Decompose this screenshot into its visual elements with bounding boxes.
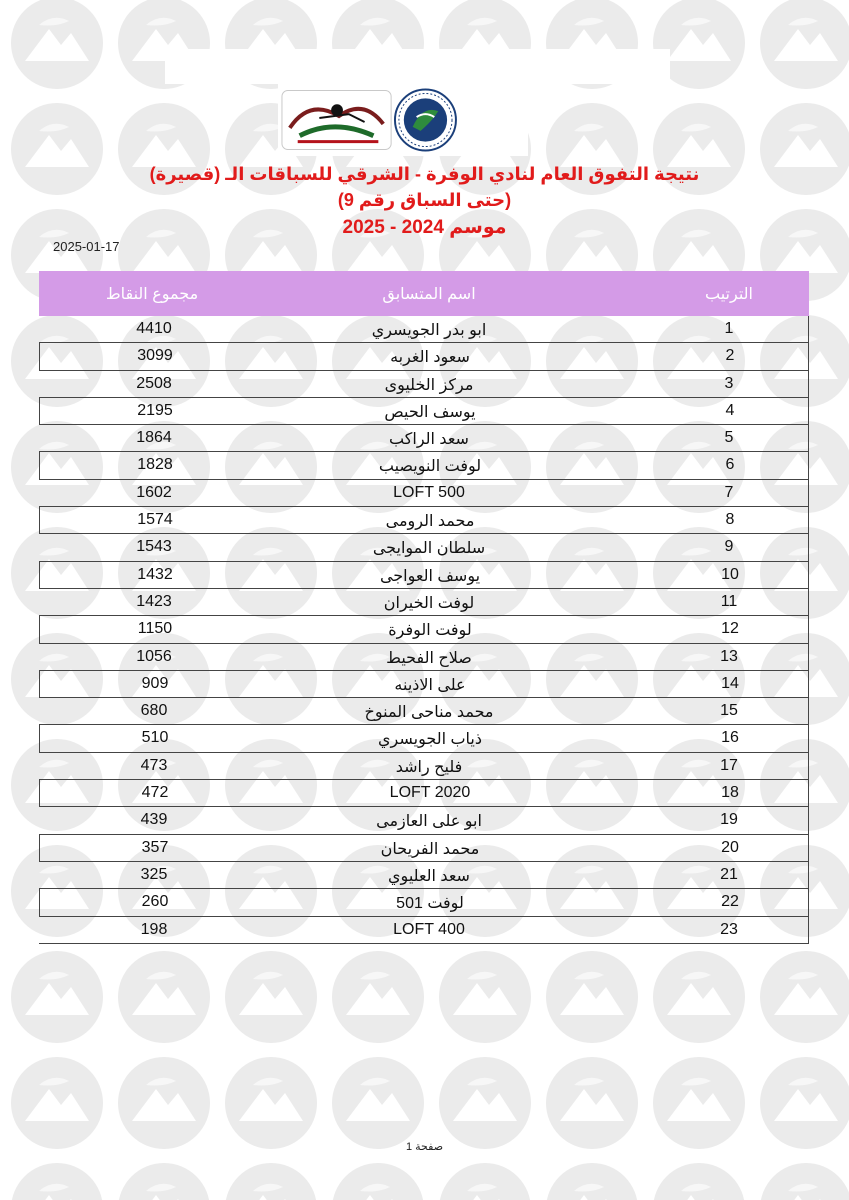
watermark-emblem — [760, 0, 849, 89]
cell-points: 357 — [141, 838, 169, 856]
cell-points: 1828 — [137, 456, 173, 474]
cell-rank: 11 — [720, 592, 738, 610]
table-row — [39, 835, 809, 862]
cell-rank: 4 — [725, 401, 735, 419]
cell-points: 260 — [141, 893, 169, 911]
cell-name: LOFT 400 — [393, 920, 465, 938]
header-points: مجموع النقاط — [105, 286, 199, 303]
cell-rank: 2 — [725, 347, 735, 365]
table-row — [39, 780, 809, 807]
cell-rank: 13 — [720, 647, 738, 665]
cell-points: 2508 — [136, 374, 172, 392]
watermark-emblem — [118, 951, 210, 1043]
cell-name: LOFT 2020 — [389, 784, 471, 802]
watermark-emblem — [225, 1163, 317, 1200]
cell-name: محمد مناحى المنوخ — [364, 704, 494, 722]
cell-name: LOFT 500 — [393, 483, 465, 501]
table-row — [39, 371, 809, 398]
cell-rank: 15 — [720, 702, 738, 720]
watermark-emblem — [760, 951, 849, 1043]
cell-name: ابو على العازمى — [376, 813, 482, 831]
cell-name: محمد الفريحان — [380, 840, 480, 858]
table-row — [39, 425, 809, 452]
cell-points: 472 — [141, 784, 169, 802]
table-body — [39, 316, 809, 944]
club-logo-icon — [280, 88, 393, 152]
cell-points: 1150 — [137, 620, 173, 638]
cell-rank: 19 — [720, 811, 738, 829]
cell-rank: 21 — [720, 865, 738, 883]
cell-rank: 5 — [724, 429, 734, 447]
cell-name: يوسف العواجى — [379, 567, 481, 585]
watermark-emblem — [653, 1057, 745, 1149]
cell-points: 1574 — [137, 511, 173, 529]
table-row — [39, 452, 809, 479]
report-title: نتيجة التفوق العام لنادي الوفرة - الشرقي للسباقات الـ (قصيرة) — [149, 164, 700, 184]
cell-name: على الاذينه — [394, 676, 466, 694]
watermark-emblem — [760, 1163, 849, 1200]
watermark-emblem — [439, 1163, 531, 1200]
table-row — [39, 534, 809, 561]
cell-name: لوفت 501 — [396, 895, 464, 913]
cell-points: 325 — [140, 865, 168, 883]
cell-name: ذياب الجويسري — [378, 731, 482, 749]
cell-name: صلاح الفحيط — [386, 649, 472, 667]
cell-name: يوسف الحيص — [384, 403, 476, 421]
table-row — [39, 398, 809, 425]
table-header — [39, 271, 809, 316]
cell-rank: 23 — [720, 920, 738, 938]
watermark-emblem — [546, 1057, 638, 1149]
cell-name: سعد العليوي — [388, 867, 470, 885]
cell-points: 3099 — [137, 347, 173, 365]
table-row — [39, 562, 809, 589]
header-blank-banner — [165, 49, 670, 84]
header-rank: الترتيب — [705, 286, 753, 303]
watermark-emblem — [332, 1163, 424, 1200]
cell-name: لوفت الوفرة — [388, 622, 472, 640]
watermark-emblem — [439, 1057, 531, 1149]
watermark-emblem — [760, 1057, 849, 1149]
table-row — [39, 807, 809, 834]
cell-rank: 8 — [725, 511, 735, 529]
cell-rank: 17 — [720, 756, 738, 774]
table-row — [39, 480, 809, 507]
header-name: اسم المتسابق — [382, 286, 476, 303]
watermark-emblem — [225, 951, 317, 1043]
cell-name: مركز الخليوى — [384, 376, 474, 394]
table-row — [39, 698, 809, 725]
cell-rank: 14 — [721, 674, 739, 692]
cell-name: ابو بدر الجويسري — [371, 322, 487, 339]
results-table — [39, 271, 809, 944]
cell-points: 1056 — [136, 647, 172, 665]
cell-name: سعد الراكب — [389, 431, 469, 449]
watermark-emblem — [546, 1163, 638, 1200]
table-row — [39, 343, 809, 370]
cell-rank: 9 — [724, 538, 734, 556]
watermark-emblem — [332, 951, 424, 1043]
cell-points: 439 — [140, 811, 168, 829]
cell-points: 198 — [140, 920, 168, 938]
cell-points: 1543 — [136, 538, 172, 556]
table-row — [39, 917, 809, 944]
watermark-emblem — [11, 951, 103, 1043]
cell-points: 1864 — [136, 429, 172, 447]
cell-name: لوفت النويصيب — [378, 458, 482, 476]
table-row — [39, 316, 809, 343]
table-row — [39, 725, 809, 752]
table-row — [39, 644, 809, 671]
table-row — [39, 616, 809, 643]
watermark-emblem — [118, 1057, 210, 1149]
cell-points: 1423 — [136, 592, 172, 610]
table-row — [39, 507, 809, 534]
season-title: موسم 2024 - 2025 — [342, 217, 507, 238]
cell-rank: 3 — [724, 374, 734, 392]
cell-rank: 12 — [721, 620, 739, 638]
cell-points: 1602 — [136, 483, 172, 501]
cell-points: 680 — [140, 702, 168, 720]
cell-name: سعود الغربه — [390, 349, 470, 367]
watermark-emblem — [118, 1163, 210, 1200]
table-row — [39, 753, 809, 780]
cell-points: 2195 — [137, 401, 173, 419]
cell-name: فليح راشد — [395, 758, 463, 776]
watermark-emblem — [11, 0, 103, 89]
cell-name: محمد الرومى — [385, 513, 475, 531]
cell-rank: 22 — [721, 893, 739, 911]
cell-rank: 16 — [721, 729, 739, 747]
cell-points: 473 — [140, 756, 168, 774]
watermark-emblem — [546, 951, 638, 1043]
cell-rank: 1 — [724, 320, 734, 337]
report-subtitle: (حتى السباق رقم 9) — [337, 190, 512, 210]
cell-points: 909 — [141, 674, 169, 692]
table-row — [39, 589, 809, 616]
watermark-emblem — [11, 1057, 103, 1149]
watermark-emblem — [332, 1057, 424, 1149]
cell-rank: 20 — [721, 838, 739, 856]
watermark-emblem — [11, 1163, 103, 1200]
cell-points: 4410 — [136, 320, 172, 337]
watermark-emblem — [225, 1057, 317, 1149]
cell-name: لوفت الخيران — [383, 594, 475, 612]
cell-points: 510 — [141, 729, 169, 747]
federation-logo-icon — [393, 87, 458, 153]
cell-points: 1432 — [137, 565, 173, 583]
cell-rank: 7 — [724, 483, 734, 501]
watermark-emblem — [439, 951, 531, 1043]
table-row — [39, 671, 809, 698]
logos-area — [278, 84, 528, 156]
cell-rank: 18 — [721, 784, 739, 802]
cell-rank: 6 — [725, 456, 735, 474]
table-row — [39, 862, 809, 889]
table-row — [39, 889, 809, 916]
report-date: 2025-01-17 — [53, 239, 120, 254]
cell-rank: 10 — [721, 565, 739, 583]
page-number: صفحة 1 — [405, 1141, 444, 1153]
watermark-emblem — [653, 951, 745, 1043]
watermark-emblem — [653, 1163, 745, 1200]
cell-name: سلطان الموايجى — [372, 540, 486, 558]
